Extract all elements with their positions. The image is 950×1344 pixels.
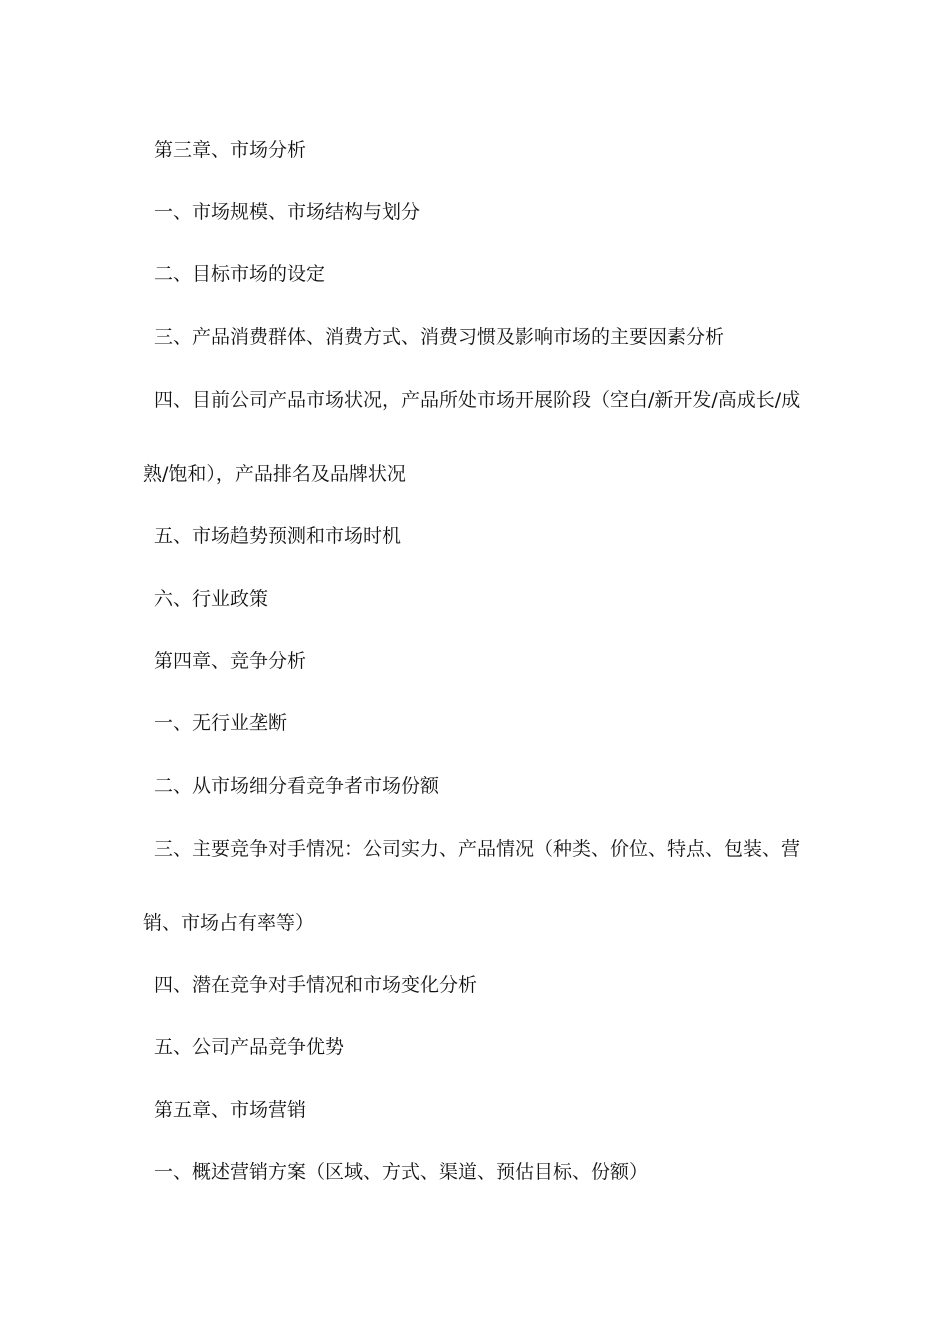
- section-3-2: 二、目标市场的设定: [154, 263, 326, 285]
- section-3-6: 六、行业政策: [154, 588, 269, 610]
- section-4-5: 五、公司产品竞争优势: [154, 1036, 345, 1058]
- section-3-4-continued: 熟/饱和），产品排名及品牌状况: [143, 463, 406, 485]
- section-4-3: 三、主要竞争对手情况：公司实力、产品情况（种类、价位、特点、包装、营: [154, 838, 801, 860]
- section-3-1: 一、市场规模、市场结构与划分: [154, 201, 421, 223]
- section-4-4: 四、潜在竞争对手情况和市场变化分析: [154, 974, 478, 996]
- chapter-5-heading: 第五章、市场营销: [154, 1099, 307, 1121]
- section-3-5: 五、市场趋势预测和市场时机: [154, 525, 402, 547]
- section-3-3: 三、产品消费群体、消费方式、消费习惯及影响市场的主要因素分析: [154, 326, 725, 348]
- section-4-1: 一、无行业垄断: [154, 712, 288, 734]
- section-4-2: 二、从市场细分看竞争者市场份额: [154, 775, 440, 797]
- chapter-3-heading: 第三章、市场分析: [154, 139, 307, 161]
- section-4-3-continued: 销、市场占有率等）: [143, 912, 315, 934]
- chapter-4-heading: 第四章、竞争分析: [154, 650, 307, 672]
- section-3-4: 四、目前公司产品市场状况，产品所处市场开展阶段（空白/新开发/高成长/成: [154, 389, 801, 411]
- section-5-1: 一、概述营销方案（区域、方式、渠道、预估目标、份额）: [154, 1161, 649, 1183]
